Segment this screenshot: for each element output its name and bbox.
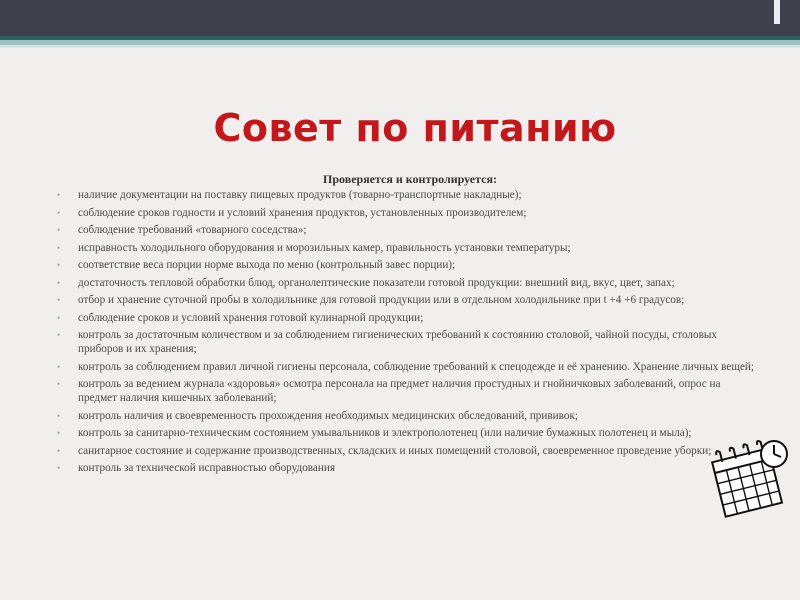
bullet-icon: • [57, 225, 61, 235]
list-item-text: контроль за технической исправностью оборудования [78, 462, 336, 474]
accent-stripe-pale [0, 45, 800, 48]
bullet-icon: • [57, 312, 61, 323]
bullet-icon: • [57, 379, 61, 389]
list-item [54, 444, 754, 458]
list-item [54, 311, 754, 325]
bullet-icon: • [57, 277, 61, 288]
list-item-text: контроль за соблюдением правил личной гигиены персонала, соблюдение требований к спецодежде и её хранению. Хранение личных вещей; [78, 360, 755, 373]
bullet-icon: • [57, 330, 61, 340]
list-item [54, 258, 754, 272]
list-item-text: отбор и хранение суточной пробы в холодильнике для готовой продукции или в отдельном холодильнике при t +4 +6 градусов; [78, 294, 685, 306]
bullet-icon: • [57, 242, 61, 253]
list-item [54, 426, 754, 440]
list-item-text: санитарное состояние и содержание производственных, складских и иных помещений столовой, своевременное проведение уборки; [78, 444, 712, 457]
list-item-text: контроль за ведением журнала «здоровья» осмотра персонала на предмет наличия простудных и гнойничковых заболеваний, опрос на предмет наличия кишечных заболеваний; [78, 378, 721, 404]
slide-title: Совет по питанию [213, 106, 617, 150]
bullet-icon: • [57, 190, 61, 200]
bullet-icon: • [57, 260, 61, 270]
list-item [54, 360, 754, 374]
slide-subtitle: Проверяется и контролируется: [323, 172, 497, 186]
list-item [54, 293, 754, 307]
bullet-icon: • [57, 207, 61, 218]
list-item-text: соответствие веса порции норме выхода по меню (контрольный завес порции); [78, 259, 456, 271]
bullet-icon: • [57, 361, 61, 372]
bullet-icon: • [57, 445, 61, 456]
list-item [54, 409, 754, 423]
list-item-text: достаточность тепловой обработки блюд, органолептические показатели готовой продукции: внешний вид, вкус, цвет, запах; [78, 276, 675, 289]
list-item-text: контроль наличия и своевременность прохождения необходимых медицинских обследований, прививок; [78, 409, 578, 422]
list-item [54, 328, 754, 356]
list-item-text: соблюдение сроков годности и условий хранения продуктов, установленных производителем; [78, 206, 527, 219]
list-item-text: соблюдение сроков и условий хранения готовой кулинарной продукции; [78, 311, 424, 324]
bullet-icon: • [57, 463, 61, 473]
list-item [54, 276, 754, 290]
list-item [54, 206, 754, 220]
list-item [54, 241, 754, 255]
list-item [54, 188, 754, 202]
list-item [54, 377, 754, 405]
checklist [54, 188, 754, 479]
list-item [54, 461, 754, 475]
top-decor-bar [0, 0, 800, 36]
bullet-icon: • [57, 295, 61, 305]
calendar-clock-icon [704, 432, 794, 522]
list-item-text: наличие документации на поставку пищевых продуктов (товарно-транспортные накладные); [78, 189, 522, 201]
list-item [54, 223, 754, 237]
list-item-text: контроль за санитарно-техническим состоянием умывальников и электрополотенец (или наличие бумажных полотенец и мыла); [78, 427, 692, 439]
bullet-icon: • [57, 428, 61, 438]
list-item-text: контроль за достаточным количеством и за соблюдением гигиенических требований к состоянию столовой, чайной посуды, столовых приборов и их хранения; [78, 329, 717, 355]
bullet-icon: • [57, 410, 61, 421]
list-item-text: соблюдение требований «товарного соседства»; [78, 224, 307, 236]
list-item-text: исправность холодильного оборудования и морозильных камер, правильность установки температуры; [78, 241, 571, 254]
